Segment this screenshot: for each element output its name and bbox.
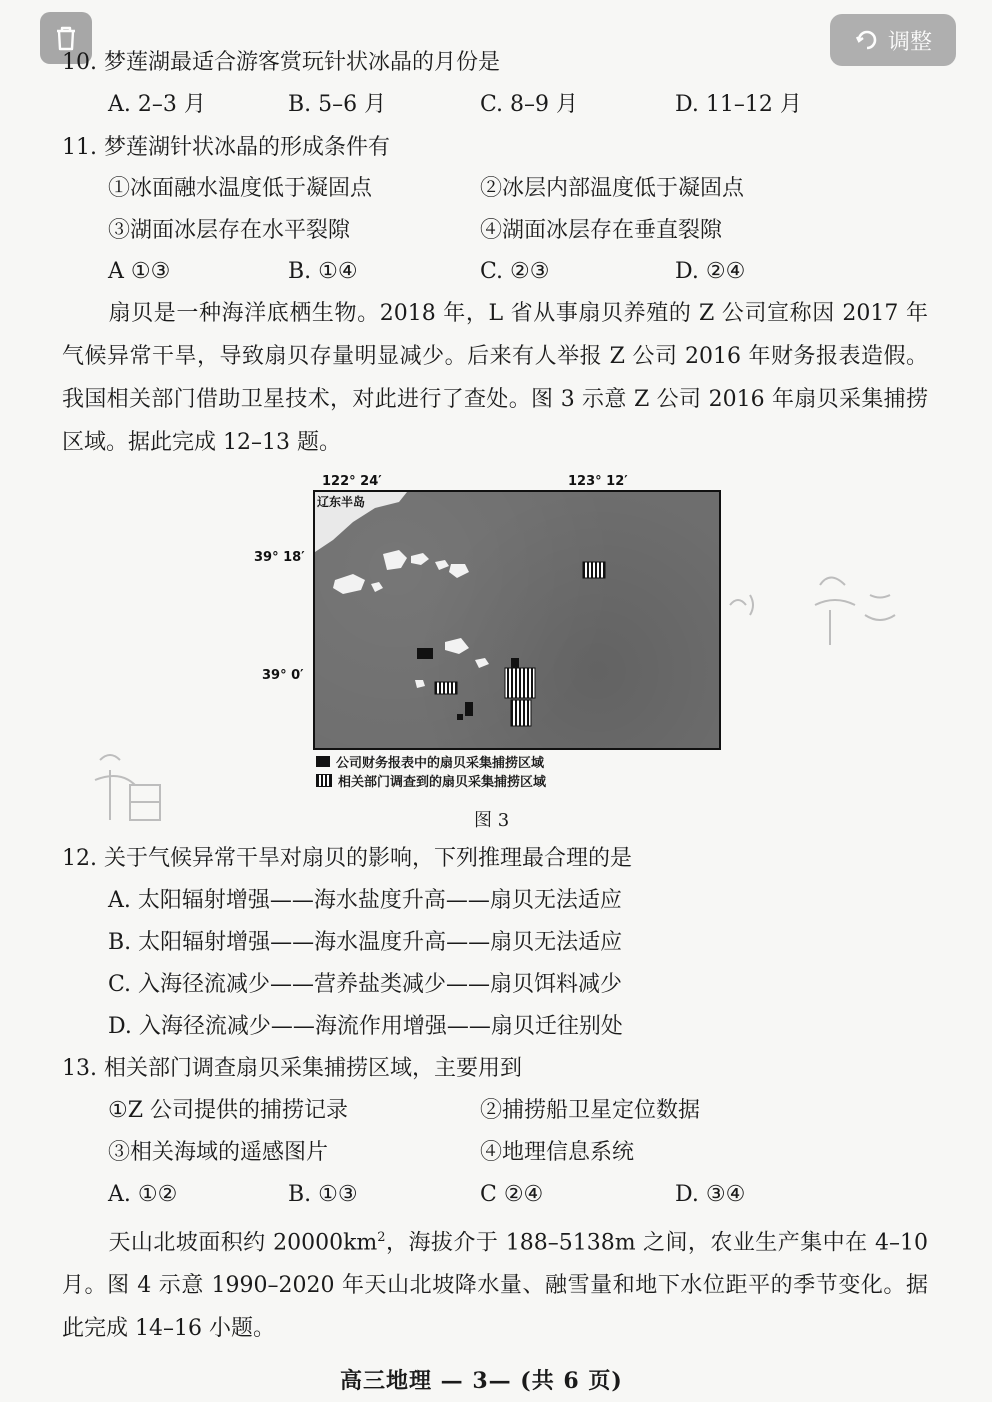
legend-row-reported bbox=[316, 752, 546, 771]
q10-option-a: A. 2–3 月 bbox=[108, 92, 206, 117]
q11-option-d: D. ②④ bbox=[675, 259, 746, 284]
longitude-right-label: 123° 12′ bbox=[568, 474, 628, 489]
surveyed-area-4 bbox=[435, 682, 457, 694]
q12-option-c: C. 入海径流减少——营养盐类减少——扇贝饵料减少 bbox=[108, 972, 623, 997]
passage-tianshan bbox=[62, 1216, 928, 1350]
q13-item-3: ③相关海域的遥感图片 bbox=[108, 1140, 329, 1165]
latitude-bottom-label: 39° 0′ bbox=[262, 668, 304, 683]
reported-area-3 bbox=[457, 714, 463, 720]
q11-item-2: ②冰层内部温度低于凝固点 bbox=[480, 176, 745, 201]
reported-area-1 bbox=[417, 648, 433, 659]
q13-item-4: ④地理信息系统 bbox=[480, 1140, 635, 1165]
island bbox=[445, 638, 469, 654]
q11-option-a: A ①③ bbox=[108, 259, 171, 284]
island bbox=[333, 574, 365, 594]
legend-swatch-black bbox=[316, 756, 330, 767]
q10-option-d: D. 11–12 月 bbox=[675, 92, 802, 117]
q11-stem: 11. 梦莲湖针状冰晶的形成条件有 bbox=[62, 135, 390, 160]
passage-tianshan-text-1: 天山北坡面积约 20000km bbox=[108, 1230, 378, 1256]
q13-item-1: ①Z 公司提供的捕捞记录 bbox=[108, 1098, 349, 1123]
watermark-stroke-left bbox=[80, 740, 180, 840]
q13-item-2: ②捕捞船卫星定位数据 bbox=[480, 1098, 701, 1123]
island bbox=[383, 550, 407, 570]
adjust-label: 调整 bbox=[887, 29, 932, 55]
island bbox=[415, 680, 425, 688]
legend-row-surveyed bbox=[316, 771, 546, 790]
q10-option-c: C. 8–9 月 bbox=[480, 92, 579, 117]
surveyed-area-1 bbox=[583, 562, 605, 578]
peninsula-label: 辽东半岛 bbox=[317, 495, 366, 509]
crop-rotate-icon bbox=[854, 27, 880, 53]
reported-area-2 bbox=[465, 702, 473, 716]
island bbox=[475, 658, 489, 668]
satellite-map bbox=[313, 490, 721, 750]
legend-label-surveyed: 相关部门调查到的扇贝采集捕捞区域 bbox=[338, 775, 547, 790]
legend-label-reported: 公司财务报表中的扇贝采集捕捞区域 bbox=[336, 756, 545, 771]
q13-stem: 13. 相关部门调查扇贝采集捕捞区域，主要用到 bbox=[62, 1056, 522, 1081]
surveyed-area-2 bbox=[505, 668, 535, 698]
q13-option-b: B. ①③ bbox=[288, 1182, 358, 1207]
island bbox=[449, 564, 469, 578]
q13-option-c: C ②④ bbox=[480, 1182, 544, 1207]
legend-swatch-hatch bbox=[316, 774, 332, 787]
q10-option-b: B. 5–6 月 bbox=[288, 92, 387, 117]
q11-item-3: ③湖面冰层存在水平裂隙 bbox=[108, 218, 351, 243]
surveyed-area-3 bbox=[511, 700, 531, 726]
q13-option-d: D. ③④ bbox=[675, 1182, 746, 1207]
longitude-left-label: 122° 24′ bbox=[322, 474, 382, 489]
island bbox=[435, 560, 449, 570]
passage-tianshan-sup: 2 bbox=[377, 1230, 386, 1245]
figure-3-caption: 图 3 bbox=[474, 810, 510, 831]
watermark-stroke-right bbox=[720, 565, 910, 655]
map-shapes bbox=[315, 492, 719, 748]
q12-option-d: D. 入海径流减少——海流作用增强——扇贝迁往别处 bbox=[108, 1014, 623, 1039]
q12-option-b: B. 太阳辐射增强——海水温度升高——扇贝无法适应 bbox=[108, 930, 623, 955]
latitude-top-label: 39° 18′ bbox=[254, 550, 305, 565]
page-footer: 高三地理 — 3— (共 6 页) bbox=[340, 1368, 623, 1394]
reported-area-4 bbox=[511, 658, 519, 668]
q12-option-a: A. 太阳辐射增强——海水盐度升高——扇贝无法适应 bbox=[108, 888, 622, 913]
q11-option-b: B. ①④ bbox=[288, 259, 358, 284]
passage-scallop bbox=[62, 292, 928, 464]
figure-3-legend bbox=[316, 752, 546, 790]
adjust-button[interactable] bbox=[830, 14, 956, 66]
q11-item-1: ①冰面融水温度低于凝固点 bbox=[108, 176, 373, 201]
island bbox=[411, 553, 429, 565]
q12-stem: 12. 关于气候异常干旱对扇贝的影响，下列推理最合理的是 bbox=[62, 846, 632, 871]
passage-scallop-text: 扇贝是一种海洋底栖生物。2018 年，L 省从事扇贝养殖的 Z 公司宣称因 2017 年气候异常干旱，导致扇贝存量明显减少。后来有人举报 Z 公司 2016 年财务报表造假。我国相关部门借助卫星技术，对此进行了查处。图 3 示意 Z 公司 2016 年扇贝采集捕捞区域。据此完成 12–13 题。 bbox=[62, 301, 928, 455]
passage-tianshan-text-2: ，海拔介于 188–5138m 之间，农业生产集中在 4–10 月。图 4 示意 1990–2020 年天山北坡降水量、融雪量和地下水位距平的季节变化。据此完成 14–16 小题。 bbox=[62, 1230, 928, 1342]
q11-item-4: ④湖面冰层存在垂直裂隙 bbox=[480, 218, 723, 243]
q13-option-a: A. ①② bbox=[108, 1182, 178, 1207]
q11-option-c: C. ②③ bbox=[480, 259, 550, 284]
q10-stem: 10. 梦莲湖最适合游客赏玩针状冰晶的月份是 bbox=[62, 50, 500, 75]
island bbox=[371, 582, 383, 592]
